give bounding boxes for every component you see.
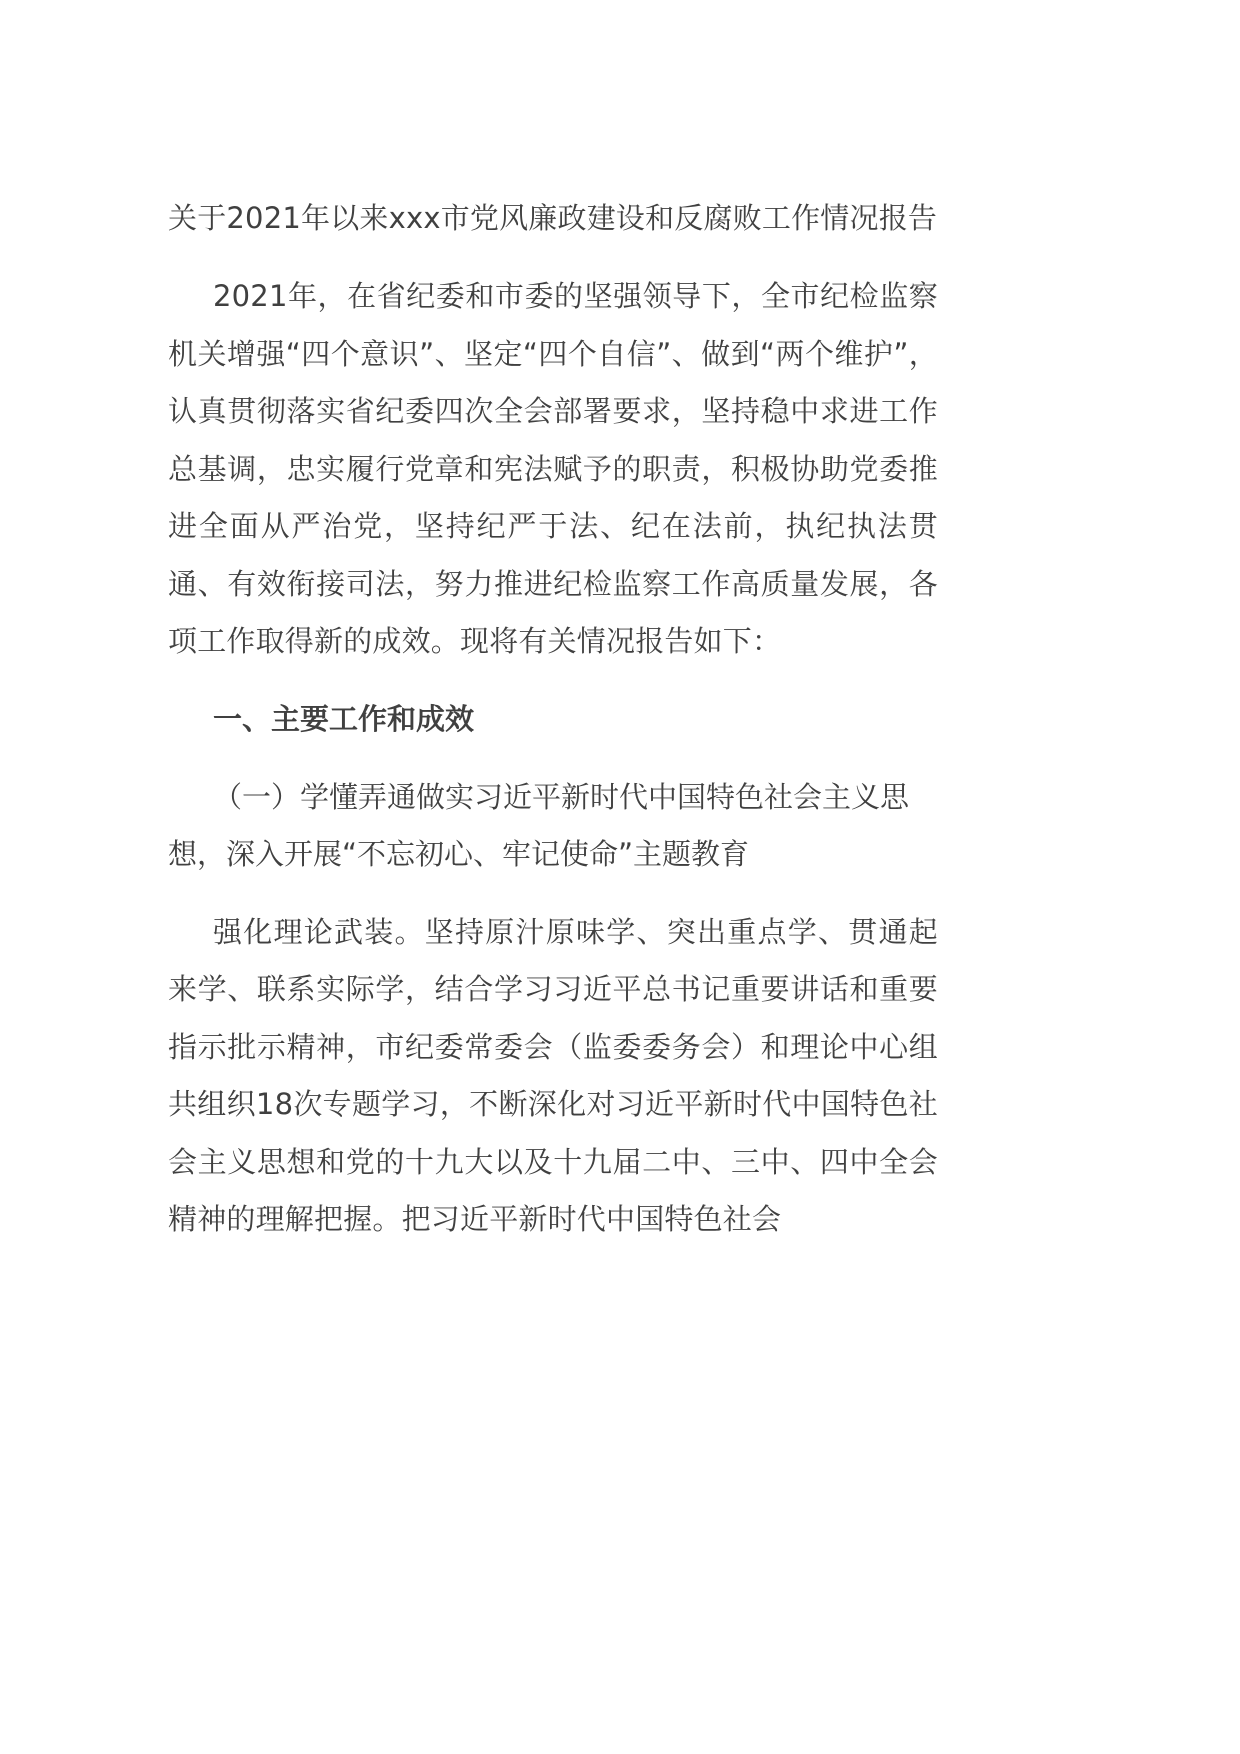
section-heading: 一、主要工作和成效: [213, 701, 475, 736]
document-title: 关于2021年以来xxx市党风廉政建设和反腐败工作情况报告: [168, 201, 938, 235]
subsection-heading: （一）学懂弄通做实习近平新时代中国特色社会主义思想，深入开展“不忘初心、牢记使命”主题教育: [168, 779, 910, 871]
intro-paragraph: 2021年，在省纪委和市委的坚强领导下，全市纪检监察机关增强“四个意识”、坚定“四个自信”、做到“两个维护”，认真贯彻落实省纪委四次全会部署要求，坚持稳中求进工作总基调，忠实履行党章和宪法赋予的职责，积极协助党委推进全面从严治党，坚持纪严于法、纪在法前，执纪执法贯通、有效衔接司法，努力推进纪检监察工作高质量发展，各项工作取得新的成效。现将有关情况报告如下：: [168, 279, 938, 658]
document-page: [168, 190, 938, 1269]
body-paragraph: 强化理论武装。坚持原汁原味学、突出重点学、贯通起来学、联系实际学，结合学习习近平总书记重要讲话和重要指示批示精神，市纪委常委会（监委委务会）和理论中心组共组织18次专题学习，不断深化对习近平新时代中国特色社会主义思想和党的十九大以及十九届二中、三中、四中全会精神的理解把握。把习近平新时代中国特色社会: [168, 914, 938, 1236]
